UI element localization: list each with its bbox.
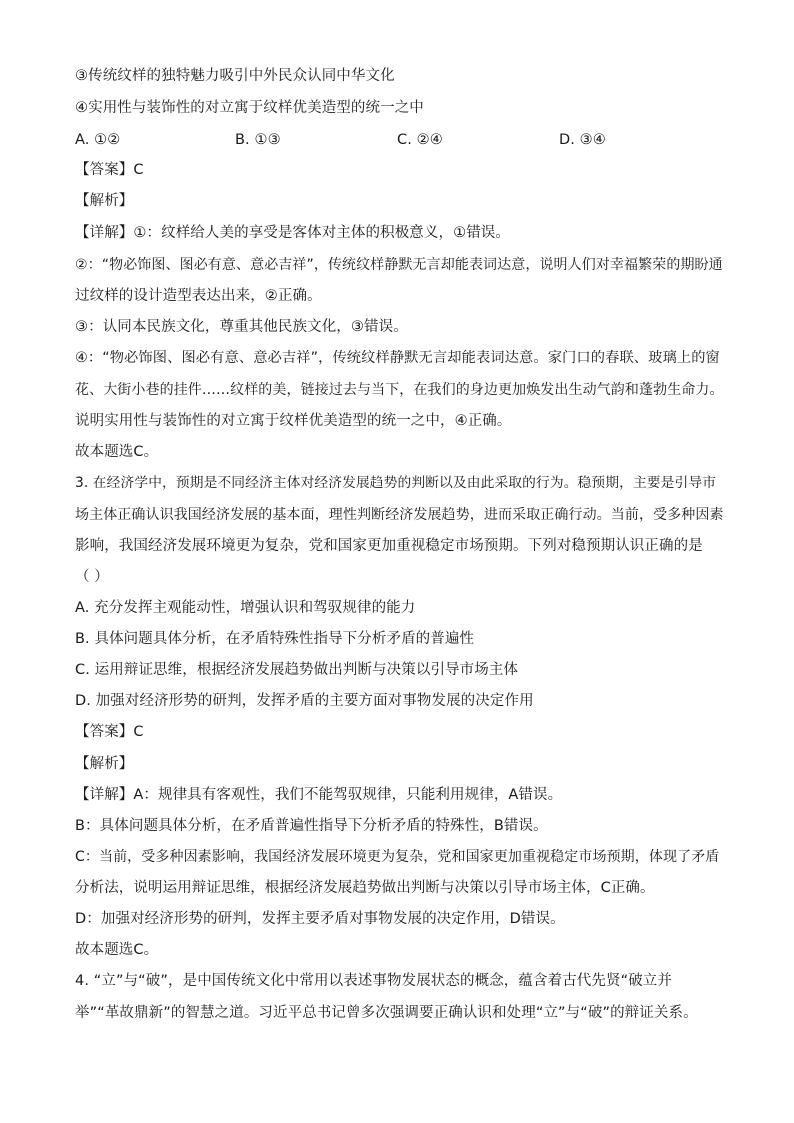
q2-detail-line: 花、大街小巷的挂件……纹样的美，链接过去与当下，在我们的身边更加焕发出生动气韵和蓬勃生命力。 <box>75 382 724 398</box>
q3-stem-line: 影响，我国经济发展环境更为复杂，党和国家更加重视稳定市场预期。下列对稳预期认识正确的是 <box>75 538 703 554</box>
q4-stem-line: 举”“革故鼎新”的智慧之道。习近平总书记曾多次强调要正确认识和处理“立”与“破”的辩证关系。 <box>75 1005 698 1021</box>
q2-conclusion: 故本题选C。 <box>75 444 159 460</box>
q3-detail-line: 【详解】A：规律具有客观性，我们不能驾驭规律，只能利用规律，A错误。 <box>75 787 563 803</box>
q3-option-b: B. 具体问题具体分析，在矛盾特殊性指导下分析矛盾的普遍性 <box>75 631 475 647</box>
q2-item-4: ④实用性与装饰性的对立寓于纹样优美造型的统一之中 <box>75 100 424 116</box>
q2-option-d: D. ③④ <box>559 132 606 148</box>
q2-analysis-title: 【解析】 <box>75 193 134 209</box>
q3-detail-line: D：加强对经济形势的研判，发挥主要矛盾对事物发展的决定作用，D错误。 <box>75 911 565 927</box>
q3-answer: 【答案】C <box>75 724 144 740</box>
q2-option-c: C. ②④ <box>397 132 443 148</box>
q4-stem-line: 4. “立”与“破”，是中国传统文化中常用以表述事物发展状态的概念，蕴含着古代先贤“破立并 <box>75 973 672 989</box>
q2-detail-line: ③：认同本民族文化，尊重其他民族文化，③错误。 <box>75 319 408 335</box>
q3-analysis-title: 【解析】 <box>75 756 134 772</box>
q3-option-c: C. 运用辩证思维，根据经济发展趋势做出判断与决策以引导市场主体 <box>75 662 519 678</box>
q2-detail-line: 【详解】①：纹样给人美的享受是客体对主体的积极意义，①错误。 <box>75 225 510 241</box>
q2-detail-line: 说明实用性与装饰性的对立寓于纹样优美造型的统一之中，④正确。 <box>75 413 512 429</box>
q3-stem-line: 场主体正确认识我国经济发展的基本面，理性判断经济发展趋势，进而采取正确行动。当前，受多种因素 <box>75 507 724 523</box>
q3-option-d: D. 加强对经济形势的研判，发挥矛盾的主要方面对事物发展的决定作用 <box>75 693 534 709</box>
q3-option-a: A. 充分发挥主观能动性，增强认识和驾驭规律的能力 <box>75 600 416 616</box>
q2-option-a: A. ①② <box>75 132 121 148</box>
q2-answer: 【答案】C <box>75 162 144 178</box>
q2-detail-line: ④：“物必饰图、图必有意、意必吉祥”，传统纹样静默无言却能表词达意。家门口的春联、玻璃上的窗 <box>75 350 720 366</box>
q3-answer-bracket: （ ） <box>75 569 109 585</box>
q3-detail-line: B：具体问题具体分析，在矛盾普遍性指导下分析矛盾的特殊性，B错误。 <box>75 818 548 834</box>
q3-conclusion: 故本题选C。 <box>75 942 159 958</box>
q3-detail-line: 分析法，说明运用辩证思维，根据经济发展趋势做出判断与决策以引导市场主体，C正确。 <box>75 880 655 896</box>
q2-item-3: ③传统纹样的独特魅力吸引中外民众认同中华文化 <box>75 68 395 84</box>
q2-detail-line: 过纹样的设计造型表达出来，②正确。 <box>75 288 322 304</box>
q2-option-b: B. ①③ <box>235 132 281 148</box>
q2-detail-line: ②：“物必饰图、图必有意、意必吉祥”，传统纹样静默无言却能表词达意，说明人们对幸福繁荣的期盼通 <box>75 257 723 273</box>
q3-detail-line: C：当前，受多种因素影响，我国经济发展环境更为复杂，党和国家更加重视稳定市场预期，体现了矛盾 <box>75 849 720 865</box>
q2-options <box>75 130 725 150</box>
q3-stem-line: 3. 在经济学中，预期是不同经济主体对经济发展趋势的判断以及由此采取的行为。稳预期，主要是引导市 <box>75 475 717 491</box>
